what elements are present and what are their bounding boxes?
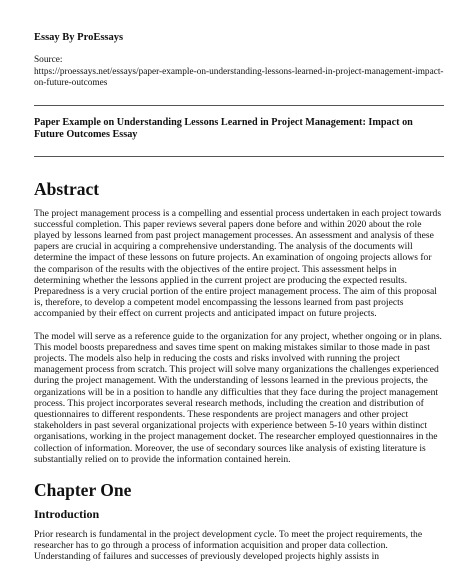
divider bbox=[34, 156, 444, 157]
chapter-one-heading: Chapter One bbox=[34, 480, 132, 501]
abstract-paragraph-1: The project management process is a compelling and essential process undertaken in each project towards successful completion. This paper reviews several papers done before and within 2020 about the role played by lessons learned from past project management processes. An assessment and analysis of these papers are crucial in acquiring a comprehensive understanding. The analysis of the documents will determine the impact of these lessons on future projects. An examination of ongoing projects allows for the comparison of the results with the objectives of the entire project. This assessment helps in determining whether the lessons applied in the current project are producing the expected results. Preparedness is a very crucial portion of the entire project management process. The aim of this proposal is, therefore, to develop a competent model encompassing the lessons learned from past projects accompanied by their effect on current projects and anticipated impact on future projects. bbox=[34, 207, 442, 320]
source-block bbox=[34, 55, 444, 90]
source-label: Source: bbox=[34, 55, 63, 65]
introduction-paragraph: Prior research is fundamental in the project development cycle. To meet the project requirements, the researcher has to go through a process of information acquisition and proper data collection. Understanding of failures and successes of previously developed projects highly assists in bbox=[34, 529, 423, 563]
source-url[interactable]: https://proessays.net/essays/paper-example-on-understanding-lessons-learned-in-project-management-impact-on-future-outcomes bbox=[34, 66, 444, 89]
document-title: Paper Example on Understanding Lessons Learned in Project Management: Impact on Future Outcomes Essay bbox=[34, 116, 413, 141]
divider bbox=[34, 105, 444, 106]
abstract-heading: Abstract bbox=[34, 178, 100, 199]
byline: Essay By ProEssays bbox=[34, 32, 124, 43]
abstract-paragraph-2: The model will serve as a reference guide to the organization for any project, whether ongoing or in plans. This model boosts preparedness and saves time spent on making mistakes similar to those made in past projects. The models also help in reducing the costs and risks involved with running the project management process from scratch. This project will solve many organizations the challenges experienced during the project management. With the understanding of lessons learned in the previous projects, the organizations will be in a position to handle any difficulties that they face during the project management process. This project incorporates several research methods, including the creation and distribution of questionnaires to different respondents. These respondents are project managers and other project stakeholders in past several organizational projects with experience between 5-10 years within distinct organisations, working in the project management docket. The researcher employed questionnaires in the collection of information. Moreover, the use of secondary sources like analysis of existing literature is substantially relied on to provide the information contained herein. bbox=[34, 330, 442, 465]
introduction-heading: Introduction bbox=[34, 507, 100, 522]
